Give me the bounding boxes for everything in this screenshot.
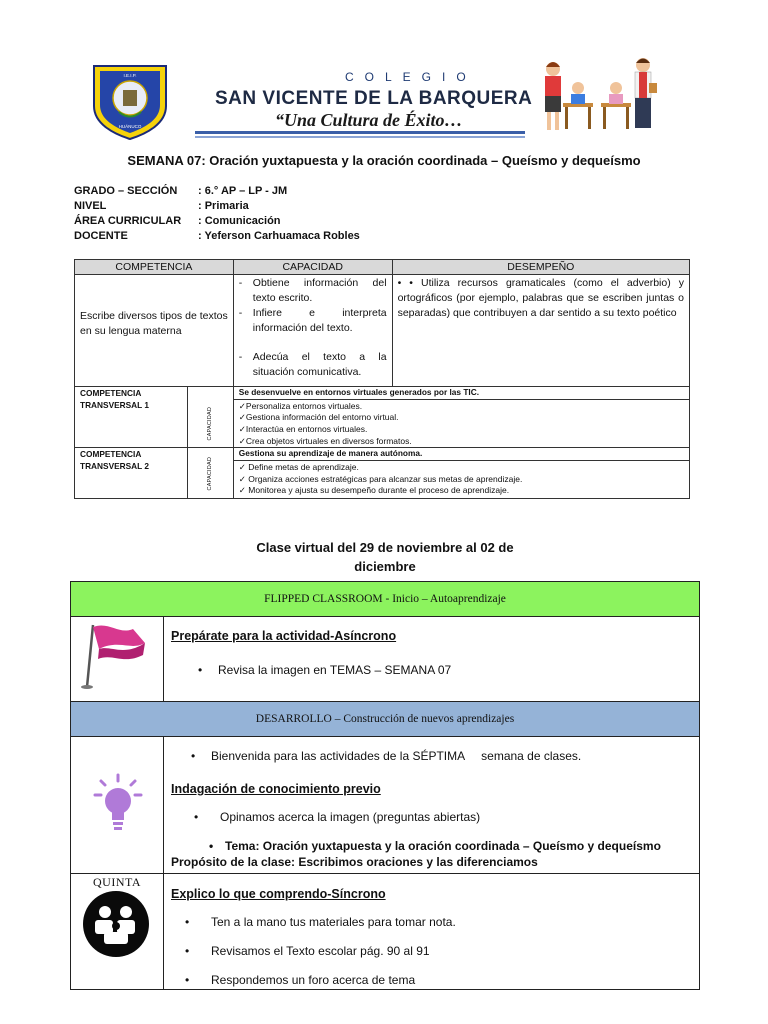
synchronous-content	[164, 874, 699, 989]
list-item: ✓Gestiona información del entorno virtual.	[238, 412, 399, 423]
school-name: SAN VICENTE DE LA BARQUERA	[215, 88, 533, 109]
header-rule-thin	[195, 136, 525, 138]
transversal-2-vertical: CAPACIDAD	[187, 448, 233, 499]
desarrollo-band: DESARROLLO – Construcción de nuevos aprendizajes	[71, 702, 699, 737]
transversal-2-title: Gestiona su aprendizaje de manera autónoma.	[233, 448, 689, 461]
list-item: - Adecúa el texto a la situación comunicativa.	[238, 351, 387, 378]
desempeno-cell	[392, 275, 689, 387]
svg-text:I.E.I.P.: I.E.I.P.	[123, 73, 137, 78]
asynchronous-row	[71, 617, 699, 702]
lightbulb-icon-cell	[71, 737, 164, 873]
school-motto: “Una Cultura de Éxito…	[275, 110, 463, 130]
list-item: ✓Crea objetos virtuales en diversos formatos.	[238, 435, 412, 446]
list-item: ✓ Monitorea y ajusta su desempeño durante el proceso de aprendizaje.	[238, 485, 510, 496]
list-item: • Tema: Oración yuxtapuesta y la oración coordinada – Queísmo y dequeísmo	[209, 839, 661, 853]
list-item: ✓ Define metas de aprendizaje.	[238, 461, 359, 472]
meta-value: : Primaria	[198, 200, 249, 212]
desarrollo-content	[164, 737, 699, 873]
prior-knowledge-heading: Indagación de conocimiento previo	[171, 782, 381, 796]
class-title: Clase virtual del 29 de noviembre al 02 de diciembre	[256, 540, 514, 574]
meta-value: : Comunicación	[198, 215, 281, 227]
people-group-icon	[71, 874, 164, 989]
list-item: ✓Personaliza entornos virtuales.	[238, 400, 363, 411]
list-item: • Ten a la mano tus materiales para tomar nota.	[185, 915, 456, 929]
activity-table	[70, 581, 700, 990]
list-item: • Revisamos el Texto escolar pág. 90 al 91	[185, 944, 430, 958]
list-item: - Infiere e interpreta información del texto.	[238, 307, 387, 334]
list-item: • Respondemos un foro acerca de tema	[185, 973, 416, 987]
flag-icon	[71, 617, 164, 701]
list-item: • Revisa la imagen en TEMAS – SEMANA 07	[198, 663, 452, 677]
transversal-1-vertical: CAPACIDAD	[187, 387, 233, 448]
competency-table	[74, 259, 690, 499]
list-item: • Opinamos acerca la imagen (preguntas abiertas)	[194, 810, 481, 824]
capacidad-cell	[233, 275, 392, 387]
transversal-2-items	[233, 460, 689, 498]
list-item: • Bienvenida para las actividades de la SÉPTIMA semana de clases.	[191, 749, 582, 763]
header-capacidad: CAPACIDAD	[233, 260, 392, 275]
desarrollo-row	[71, 737, 699, 874]
class-purpose: Propósito de la clase: Escribimos oraciones y las diferenciamos	[171, 855, 538, 869]
lightbulb-icon	[71, 737, 164, 873]
transversal-1-label: COMPETENCIA TRANSVERSAL 1	[75, 387, 188, 448]
list-item: ✓ Organiza acciones estratégicas para alcanzar sus metas de aprendizaje.	[238, 473, 523, 484]
classroom-illustration	[535, 55, 660, 137]
group-icon-cell	[71, 874, 164, 989]
transversal-1-items	[233, 399, 689, 448]
flipped-classroom-band: FLIPPED CLASSROOM - Inicio – Autoaprendizaje	[71, 582, 699, 617]
list-item: - Obtiene información del texto escrito.	[238, 277, 387, 304]
desempeno-text: • • Utiliza recursos gramaticales (como el adverbio) y ortográficos (por ejemplo, palabras que se escriben juntas o separadas) que contribuyen a dar sentido a su texto poético	[397, 277, 684, 319]
synchronous-row	[71, 874, 699, 989]
school-label: COLEGIO	[345, 70, 477, 84]
meta-key: ÁREA CURRICULAR	[74, 215, 182, 227]
header-competencia: COMPETENCIA	[75, 260, 234, 275]
flag-icon-cell	[71, 617, 164, 701]
meta-key: DOCENTE	[74, 230, 128, 242]
asynchronous-heading: Prepárate para la actividad-Asíncrono	[171, 629, 397, 643]
header-rule	[195, 131, 525, 134]
course-info	[74, 184, 360, 244]
meta-key: NIVEL	[74, 200, 107, 212]
quinta-label: QUINTA	[92, 875, 142, 889]
transversal-2-label: COMPETENCIA TRANSVERSAL 2	[75, 448, 188, 499]
competencia-cell	[75, 275, 234, 387]
competencia-text: Escribe diversos tipos de textos en su lengua materna	[80, 309, 228, 337]
meta-key: GRADO – SECCIÓN	[74, 185, 178, 197]
school-crest-logo	[90, 62, 170, 140]
synchronous-heading: Explico lo que comprendo-Síncrono	[171, 887, 386, 901]
meta-value: : 6.° AP – LP - JM	[198, 185, 288, 197]
asynchronous-content	[164, 617, 699, 701]
transversal-1-title: Se desenvuelve en entornos virtuales generados por las TIC.	[233, 387, 689, 400]
meta-value: : Yeferson Carhuamaca Robles	[198, 230, 360, 242]
header-desempeno: DESEMPEÑO	[392, 260, 689, 275]
svg-text:HUÁNUCO: HUÁNUCO	[118, 124, 142, 129]
week-title: SEMANA 07: Oración yuxtapuesta y la oración coordinada – Queísmo y dequeísmo	[127, 153, 641, 168]
list-item: ✓Interactúa en entornos virtuales.	[238, 423, 368, 434]
